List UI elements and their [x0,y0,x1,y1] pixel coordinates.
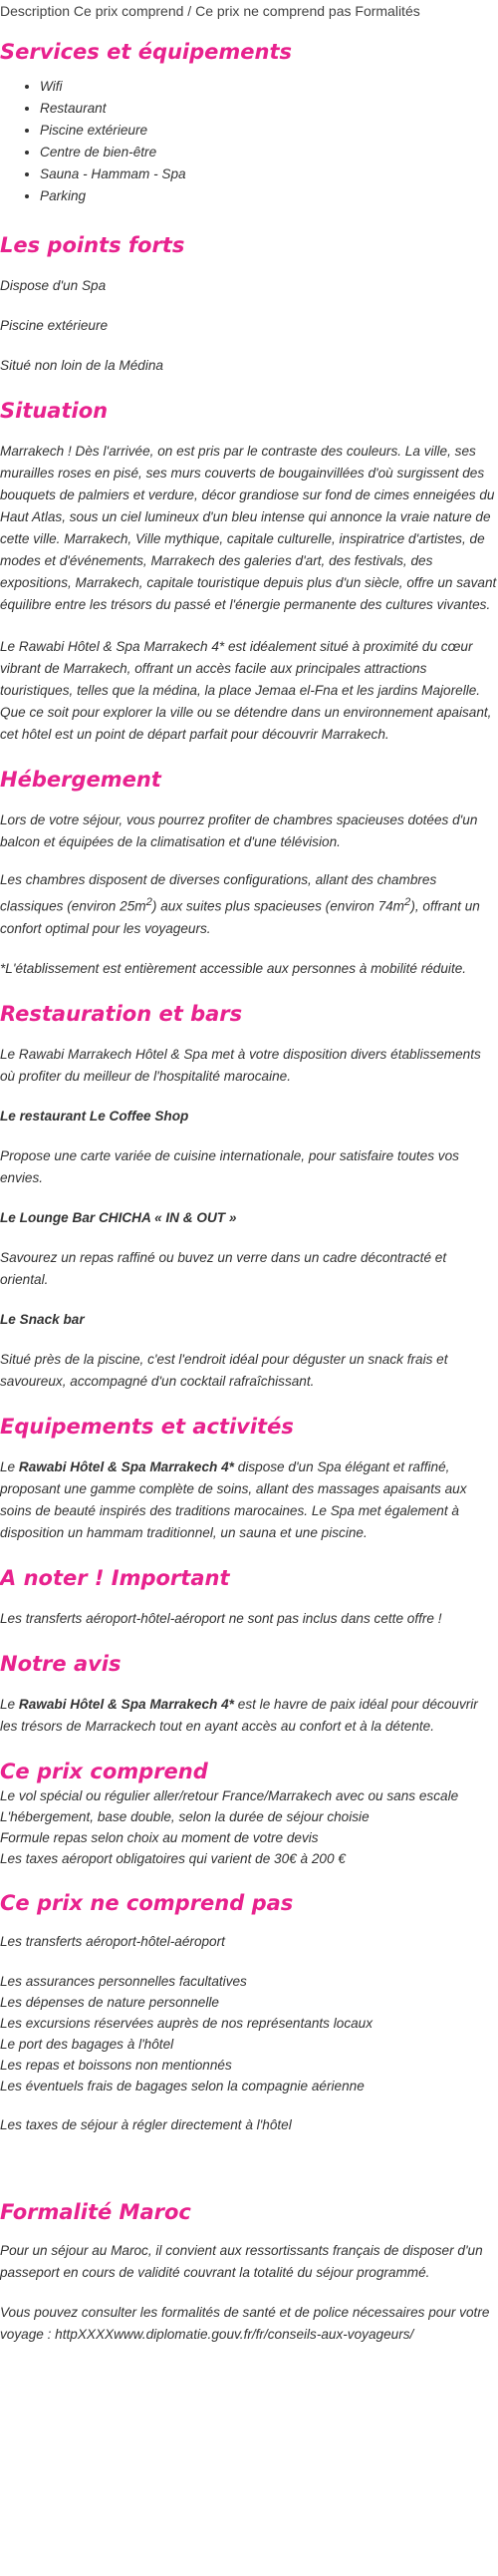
hebergement-paragraph-2 [0,869,498,940]
point-fort: Dispose d'un Spa [0,278,107,293]
a-noter-text: Les transferts aéroport-hôtel-aéroport ne sont pas inclus dans cette offre ! [0,1610,442,1626]
comprend-item: Formule repas selon choix au moment de votre devis [0,1829,319,1845]
text-part: Le [0,1458,19,1474]
restaurant-desc: Propose une carte variée de cuisine internationale, pour satisfaire toutes vos envies. [0,1147,459,1185]
formalite-paragraph-1: Pour un séjour au Maroc, il convient aux ressortissants français de disposer d'un passeport en cours de validité couvrant la totalité du séjour programmé. [0,2242,483,2280]
comprend-item: Le vol spécial ou régulier aller/retour France/Marrakech avec ou sans escale [0,1787,459,1803]
snack-name-text: Le Snack bar [0,1311,85,1327]
text-part: ), offrant un confort optimal pour les voyageurs. [0,898,480,936]
comprend-item: L'hébergement, base double, selon la durée de séjour choisie [0,1808,370,1824]
services-list [0,76,498,207]
list-item: • Sauna - Hammam - Spa [40,163,498,185]
text-part: dispose d'un Spa élégant et raffiné, proposant une gamme complète de soins, allant des massages apaisants aux soins de beauté inspirés des traditions marocaines. Le Spa met également à disposition un hammam traditionnel, un sauna et une piscine. [0,1458,467,1540]
list-item: • Wifi [40,76,498,98]
comprend-item: Les taxes aéroport obligatoires qui varient de 30€ à 200 € [0,1850,346,1866]
tab-bar [0,0,498,24]
situation-title: Situation [0,399,109,423]
hebergement-paragraph-1: Lors de votre séjour, vous pourrez profiter de chambres spacieuses dotées d'un balcon et équipées de la climatisation et d'une télévision. [0,812,478,849]
bar-desc: Savourez un repas raffiné ou buvez un verre dans un cadre décontracté et oriental. [0,1249,447,1287]
ne-comprend-last: Les taxes de séjour à régler directement à l'hôtel [0,2116,292,2132]
equipements-title: Equipements et activités [0,1414,294,1439]
hotel-name: Rawabi Hôtel & Spa Marrakech 4* [18,1696,234,1712]
point-fort: Situé non loin de la Médina [0,358,163,373]
services-title: Services et équipements [0,40,293,64]
hebergement-title: Hébergement [0,768,161,792]
tab-formalites[interactable]: Formalités [355,3,420,19]
comprend-title: Ce prix comprend [0,1759,208,1783]
list-item: • Parking [40,185,498,207]
text-part: est le havre de paix idéal pour découvrir les trésors de Marrackech tout en ayant accès au confort et à la détente. [0,1696,478,1734]
ne-comprend-item: Les éventuels frais de bagages selon la compagnie aérienne [0,2078,365,2093]
point-fort: Piscine extérieure [0,318,109,333]
restaurant-name [0,1106,498,1127]
list-item: • Piscine extérieure [40,120,498,142]
ne-comprend-title: Ce prix ne comprend pas [0,1890,294,1915]
formalite-title: Formalité Maroc [0,2199,191,2224]
ne-comprend-item: Le port des bagages à l'hôtel [0,2036,174,2052]
snack-name [0,1309,498,1331]
snack-desc: Situé près de la piscine, c'est l'endroit idéal pour déguster un snack frais et savoureux, accompagné d'un cocktail rafraîchissant. [0,1351,448,1389]
tab-prix[interactable]: Ce prix comprend / Ce prix ne comprend pas [73,3,352,19]
avis-paragraph [0,1694,498,1738]
hotel-name: Rawabi Hôtel & Spa Marrakech 4* [18,1458,234,1474]
ne-comprend-item: Les excursions réservées auprès de nos représentants locaux [0,2015,374,2031]
text-part: ) aux suites plus spacieuses (environ 74m [151,898,405,914]
superscript: 2 [145,896,152,908]
ne-comprend-first: Les transferts aéroport-hôtel-aéroport [0,1933,225,1949]
ne-comprend-item: Les repas et boissons non mentionnés [0,2057,232,2073]
list-item: • Restaurant [40,98,498,120]
a-noter-title: A noter ! Important [0,1565,230,1590]
bar-name-text: Le Lounge Bar CHICHA « IN & OUT » [0,1209,237,1225]
tab-description[interactable]: Description [0,3,71,19]
equipements-paragraph [0,1456,498,1544]
avis-title: Notre avis [0,1651,122,1676]
bar-name [0,1207,498,1229]
points-forts-title: Les points forts [0,233,185,257]
hebergement-note: *L'établissement est entièrement accessible aux personnes à mobilité réduite. [0,960,467,976]
formalite-paragraph-2: Vous pouvez consulter les formalités de santé et de police nécessaires pour votre voyage : httpXXXXwww.diplomatie.gouv.fr/fr/conseils-aux-voyageurs/ [0,2304,490,2342]
superscript: 2 [404,896,411,908]
restaurant-name-text: Le restaurant Le Coffee Shop [0,1108,189,1124]
restauration-title: Restauration et bars [0,1001,243,1026]
restauration-intro: Le Rawabi Marrakech Hôtel & Spa met à votre disposition divers établissements où profiter du meilleur de l'hospitalité marocaine. [0,1046,481,1084]
text-part: Le [0,1696,19,1712]
list-item: • Centre de bien-être [40,142,498,163]
ne-comprend-item: Les assurances personnelles facultatives [0,1973,247,1989]
text-part: Les chambres disposent de diverses configurations, allant des chambres classiques (environ 25m [0,872,437,914]
ne-comprend-item: Les dépenses de nature personnelle [0,1994,219,2010]
situation-paragraph-2: Le Rawabi Hôtel & Spa Marrakech 4* est idéalement situé à proximité du cœur vibrant de Marrakech, offrant un accès facile aux principales attractions touristiques, telles que la médina, la place Jemaa el-Fna et les jardins Majorelle. Que ce soit pour explorer la ville ou se détendre dans un environnement apaisant, cet hôtel est un point de départ parfait pour découvrir Marrakech. [0,639,492,742]
situation-paragraph-1: Marrakech ! Dès l'arrivée, on est pris par le contraste des couleurs. La ville, ses murailles roses en pisé, ses murs couverts de bougainvillées d'où surgissent des bouquets de palmiers et verdure, décor grandiose sur fond de cimes enneigées du Haut Atlas, sous un ciel lumineux d'un bleu intense qui annonce la vraie nature de cette ville. Marrakech, Ville mythique, capitale culturelle, inspiratrice d'artistes, de modes et d'événements, Marrakech des galeries d'art, des festivals, des expositions, Marrakech, capitale touristique depuis plus d'un siècle, offre un savant équilibre entre les trésors du passé et l'énergie permanente des cultures vivantes. [0,444,497,612]
